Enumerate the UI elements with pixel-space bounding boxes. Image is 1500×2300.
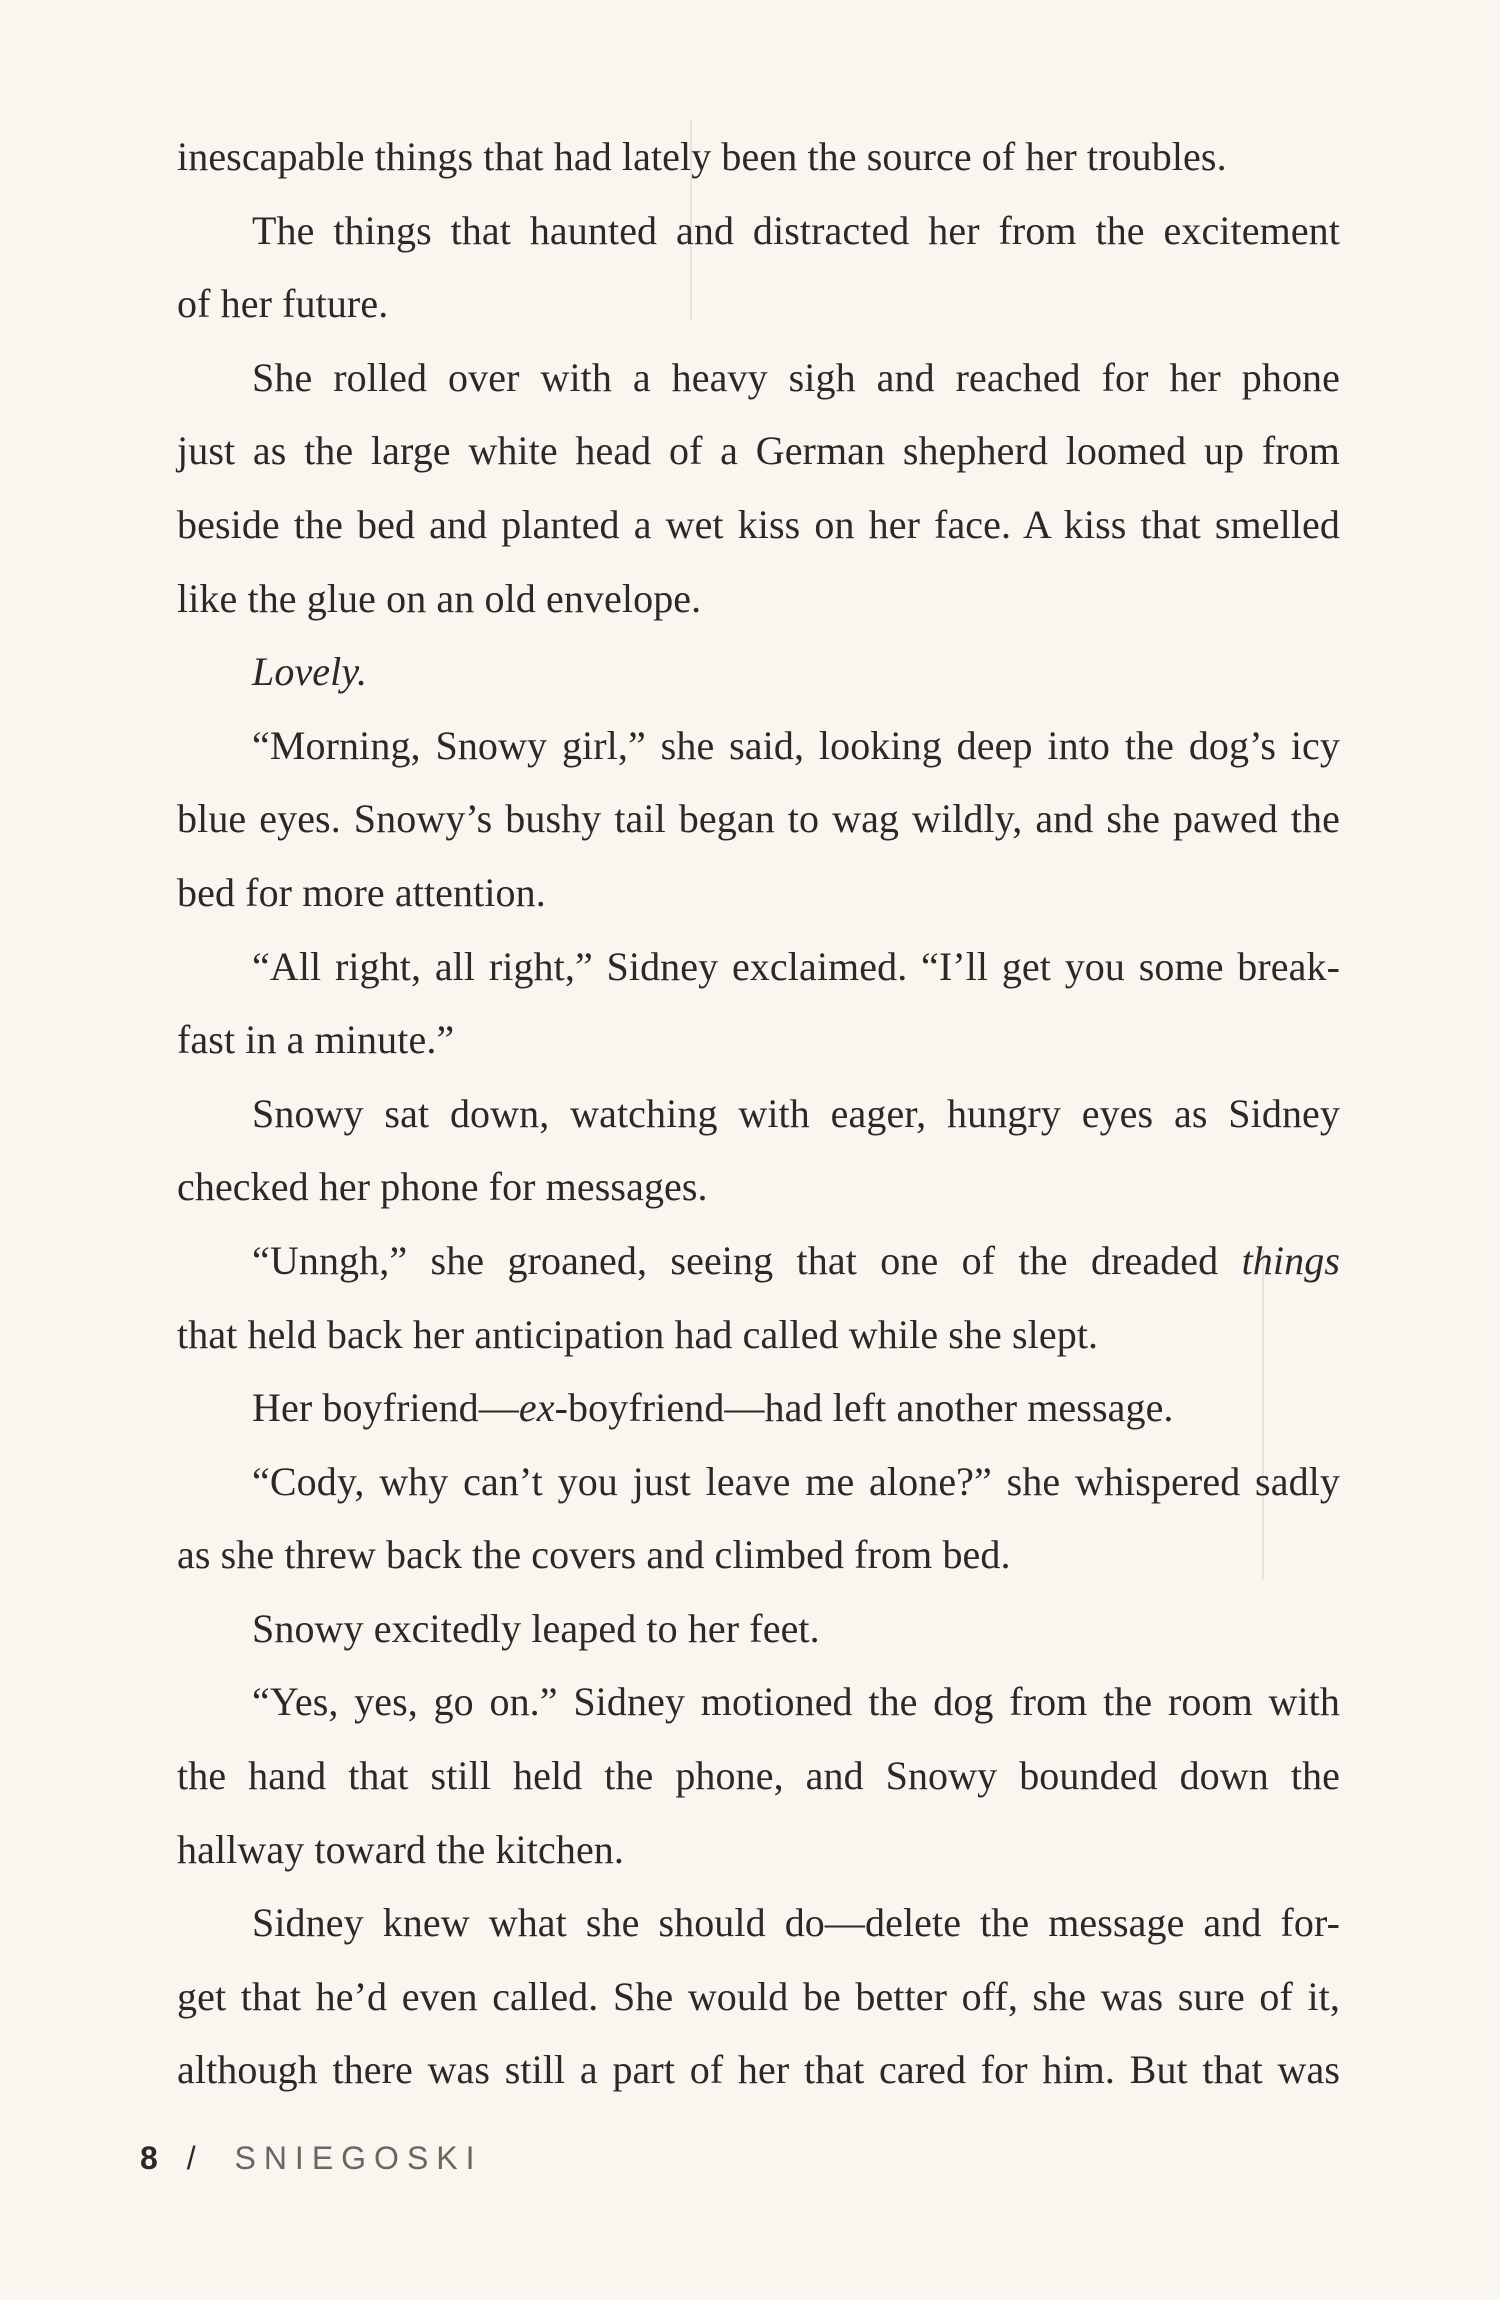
- text-line: bed for more attention.: [177, 869, 546, 915]
- text-line: although there was still a part of her that cared for him. But that was: [177, 2047, 1340, 2093]
- text-line: “Morning, Snowy girl,” she said, looking deep into the dog’s icy: [252, 722, 1340, 768]
- text-line: Snowy excitedly leaped to her feet.: [252, 1605, 820, 1651]
- text-segment: Her boyfriend—: [252, 1385, 519, 1431]
- text-line: “All right, all right,” Sidney exclaimed. “I’ll get you some break-: [252, 943, 1340, 989]
- text-segment: things: [1241, 1237, 1340, 1283]
- text-line: [177, 1371, 1340, 1445]
- text-line: “Cody, why can’t you just leave me alone?” she whispered sadly: [252, 1458, 1340, 1504]
- text-line: just as the large white head of a German shepherd loomed up from: [177, 428, 1340, 474]
- text-line: of her future.: [177, 281, 389, 327]
- text-line: checked her phone for messages.: [177, 1164, 708, 1210]
- running-footer: [140, 2140, 483, 2177]
- text-line: like the glue on an old envelope.: [177, 575, 702, 621]
- text-line: blue eyes. Snowy’s bushy tail began to wag wildly, and she pawed the: [177, 796, 1340, 842]
- author-name: SNIEGOSKI: [234, 2140, 483, 2176]
- text-line: as she threw back the covers and climbed from bed.: [177, 1532, 1011, 1578]
- page-number: 8: [140, 2140, 158, 2176]
- text-line: inescapable things that had lately been the source of her troubles.: [177, 134, 1227, 179]
- body-text: [177, 120, 1340, 2107]
- text-line: that held back her anticipation had called while she slept.: [177, 1311, 1099, 1357]
- text-line: Lovely.: [252, 649, 368, 695]
- text-line: Snowy sat down, watching with eager, hungry eyes as Sidney: [252, 1090, 1340, 1136]
- text-segment: -boyfriend—had left another message.: [554, 1385, 1174, 1431]
- text-line: hallway toward the kitchen.: [177, 1826, 624, 1872]
- text-line: Sidney knew what she should do—delete the message and for-: [252, 1900, 1340, 1946]
- text-segment: “Unngh,” she groaned, seeing that one of the dreaded: [252, 1237, 1242, 1283]
- text-line: beside the bed and planted a wet kiss on her face. A kiss that smelled: [177, 501, 1340, 547]
- text-line: “Yes, yes, go on.” Sidney motioned the dog from the room with: [252, 1679, 1340, 1725]
- text-segment: ex: [518, 1385, 555, 1431]
- text-line: [177, 1224, 1340, 1298]
- text-line: get that he’d even called. She would be better off, she was sure of it,: [177, 1973, 1340, 2019]
- text-line: the hand that still held the phone, and Snowy bounded down the: [177, 1753, 1340, 1799]
- text-line: She rolled over with a heavy sigh and reached for her phone: [252, 354, 1340, 400]
- footer-separator: /: [186, 2140, 204, 2176]
- text-line: The things that haunted and distracted her from the excitement: [252, 207, 1340, 253]
- text-line: fast in a minute.”: [177, 1017, 455, 1063]
